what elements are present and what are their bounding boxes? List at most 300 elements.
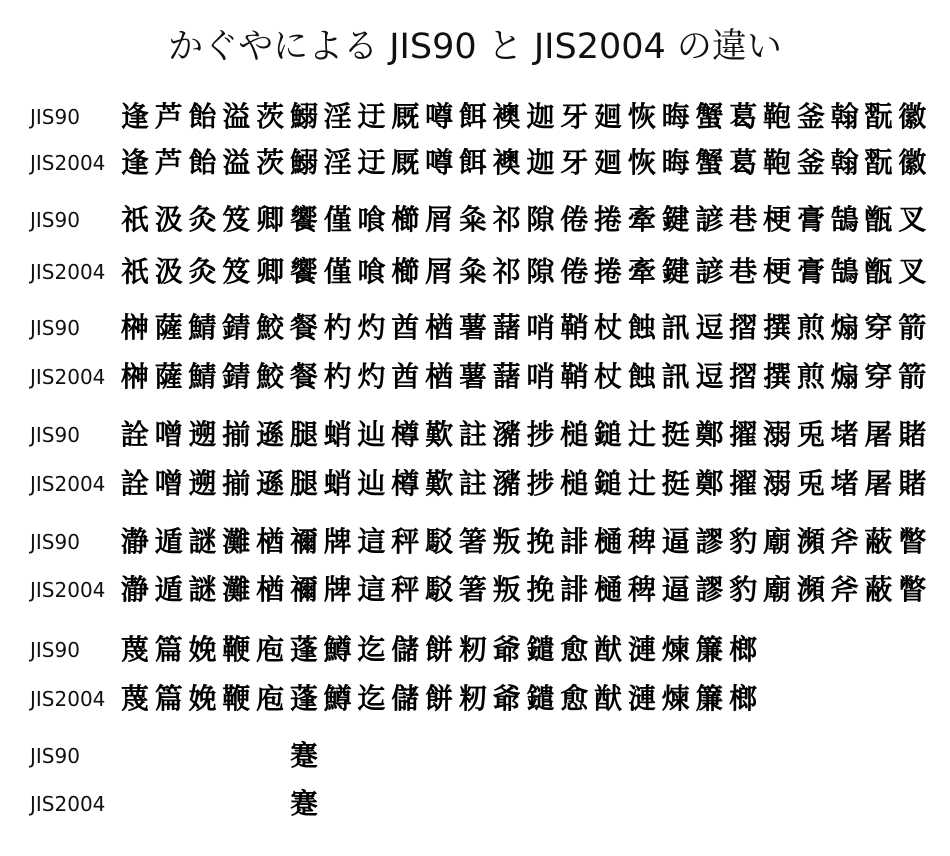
kanji-glyph: 樽 xyxy=(391,418,420,451)
kanji-glyph: 藷 xyxy=(492,360,521,393)
kanji-glyph: 牌 xyxy=(323,573,352,606)
kanji-glyph: 笈 xyxy=(222,203,251,236)
kanji-glyph: 蝕 xyxy=(627,311,656,344)
kanji-glyph: 訊 xyxy=(661,360,690,393)
kanji-glyph: 撰 xyxy=(763,311,792,344)
kanji-glyph: 餌 xyxy=(458,146,487,179)
row-label: JIS90 xyxy=(30,638,80,662)
kanji-glyph: 煽 xyxy=(830,360,859,393)
kanji-glyph: 灸 xyxy=(188,255,217,288)
kanji-glyph: 箭 xyxy=(898,311,927,344)
kanji-glyph: 謬 xyxy=(695,525,724,558)
kanji-glyph: 榊 xyxy=(120,311,149,344)
kanji-glyph: 祁 xyxy=(492,255,521,288)
glyph-list xyxy=(118,679,760,719)
kanji-glyph: 逢 xyxy=(120,100,149,133)
kanji-glyph: 叛 xyxy=(492,525,521,558)
kanji-glyph: 叉 xyxy=(898,255,927,288)
kanji-glyph: 翫 xyxy=(864,100,893,133)
kanji-glyph: 駁 xyxy=(425,525,454,558)
kanji-glyph: 賭 xyxy=(898,418,927,451)
kanji-glyph: 箸 xyxy=(458,525,487,558)
kanji-glyph: 噌 xyxy=(154,467,183,500)
kanji-glyph: 稗 xyxy=(627,525,656,558)
kanji-glyph: 禰 xyxy=(289,525,318,558)
kanji-glyph: 蔽 xyxy=(864,525,893,558)
kanji-glyph: 灼 xyxy=(357,360,386,393)
row-jis2004 xyxy=(0,464,950,504)
kanji-glyph: 叉 xyxy=(898,203,927,236)
kanji-glyph: 迄 xyxy=(357,633,386,666)
kanji-glyph: 餅 xyxy=(425,682,454,715)
kanji-glyph: 榔 xyxy=(729,682,758,715)
kanji-glyph: 鞭 xyxy=(222,633,251,666)
kanji-glyph: 祇 xyxy=(120,203,149,236)
kanji-glyph: 隙 xyxy=(526,255,555,288)
kanji-glyph: 翫 xyxy=(864,146,893,179)
kanji-glyph: 蹇 xyxy=(289,787,318,820)
kanji-glyph: 翰 xyxy=(830,146,859,179)
kanji-glyph: 鯖 xyxy=(188,360,217,393)
kanji-glyph: 儲 xyxy=(391,633,420,666)
kanji-glyph: 煉 xyxy=(661,682,690,715)
kanji-glyph: 錆 xyxy=(222,360,251,393)
kanji-glyph: 釜 xyxy=(796,100,825,133)
kanji-glyph: 鍵 xyxy=(661,203,690,236)
row-label: JIS90 xyxy=(30,105,80,129)
kanji-glyph: 鞘 xyxy=(560,360,589,393)
kanji-glyph: 蓬 xyxy=(289,633,318,666)
kanji-glyph: 廟 xyxy=(763,573,792,606)
kanji-glyph: 灸 xyxy=(188,203,217,236)
kanji-glyph: 豹 xyxy=(729,573,758,606)
kanji-glyph: 杓 xyxy=(323,360,352,393)
kanji-glyph: 鑓 xyxy=(526,633,555,666)
kanji-glyph: 廟 xyxy=(763,525,792,558)
kanji-glyph: 鮫 xyxy=(256,360,285,393)
kanji-glyph: 巷 xyxy=(729,255,758,288)
kanji-glyph: 杓 xyxy=(323,311,352,344)
kanji-glyph: 駁 xyxy=(425,573,454,606)
row-label: JIS2004 xyxy=(30,151,106,175)
kanji-glyph: 鰯 xyxy=(289,146,318,179)
kanji-glyph: 蹇 xyxy=(289,739,318,772)
kanji-glyph: 歎 xyxy=(425,467,454,500)
row-jis2004 xyxy=(0,570,950,610)
kanji-glyph: 卿 xyxy=(256,255,285,288)
kanji-glyph: 挽 xyxy=(526,525,555,558)
kanji-glyph: 辿 xyxy=(357,418,386,451)
kanji-glyph: 漣 xyxy=(627,682,656,715)
kanji-glyph: 厩 xyxy=(391,100,420,133)
kanji-glyph: 斧 xyxy=(830,573,859,606)
kanji-glyph: 恢 xyxy=(627,146,656,179)
kanji-glyph: 遡 xyxy=(188,418,217,451)
kanji-glyph: 屠 xyxy=(864,467,893,500)
kanji-glyph: 捲 xyxy=(594,255,623,288)
row-label: JIS90 xyxy=(30,208,80,232)
kanji-glyph: 鞄 xyxy=(763,146,792,179)
row-jis2004 xyxy=(0,357,950,397)
kanji-glyph: 櫛 xyxy=(391,255,420,288)
kanji-glyph: 僅 xyxy=(323,255,352,288)
row-jis2004 xyxy=(0,252,950,292)
kanji-glyph: 笈 xyxy=(222,255,251,288)
kanji-glyph: 噂 xyxy=(425,100,454,133)
row-jis90 xyxy=(0,630,950,670)
kanji-glyph: 餅 xyxy=(425,633,454,666)
kanji-glyph: 灘 xyxy=(222,573,251,606)
kanji-glyph: 薯 xyxy=(458,360,487,393)
kanji-glyph: 汲 xyxy=(154,255,183,288)
kanji-glyph: 楢 xyxy=(425,311,454,344)
kanji-glyph: 辿 xyxy=(357,467,386,500)
kanji-glyph: 豹 xyxy=(729,525,758,558)
kanji-glyph: 儲 xyxy=(391,682,420,715)
kanji-glyph: 餐 xyxy=(289,360,318,393)
kanji-glyph: 籾 xyxy=(458,682,487,715)
kanji-glyph: 鞘 xyxy=(560,311,589,344)
kanji-glyph: 淫 xyxy=(323,100,352,133)
kanji-glyph: 訊 xyxy=(661,311,690,344)
row-label: JIS2004 xyxy=(30,260,106,284)
row-label: JIS90 xyxy=(30,530,80,554)
kanji-glyph: 兎 xyxy=(796,467,825,500)
kanji-glyph: 娩 xyxy=(188,682,217,715)
glyph-list xyxy=(118,200,929,240)
kanji-glyph: 娩 xyxy=(188,633,217,666)
kanji-glyph: 鵠 xyxy=(830,255,859,288)
kanji-glyph: 鄭 xyxy=(695,418,724,451)
kanji-glyph: 鎚 xyxy=(594,467,623,500)
kanji-glyph: 鍵 xyxy=(661,255,690,288)
row-jis90 xyxy=(0,415,950,455)
kanji-glyph: 簾 xyxy=(695,682,724,715)
kanji-glyph: 撰 xyxy=(763,360,792,393)
kanji-glyph: 膏 xyxy=(796,255,825,288)
kanji-glyph: 賭 xyxy=(898,467,927,500)
kanji-glyph: 蓬 xyxy=(289,682,318,715)
kanji-glyph: 隙 xyxy=(526,203,555,236)
kanji-glyph: 鯖 xyxy=(188,311,217,344)
kanji-glyph: 秤 xyxy=(391,573,420,606)
kanji-glyph: 餌 xyxy=(458,100,487,133)
kanji-glyph: 廻 xyxy=(594,146,623,179)
kanji-glyph: 斧 xyxy=(830,525,859,558)
kanji-glyph: 芦 xyxy=(154,100,183,133)
kanji-glyph: 葛 xyxy=(729,146,758,179)
kanji-glyph: 穿 xyxy=(864,311,893,344)
kanji-glyph: 諺 xyxy=(695,203,724,236)
kanji-glyph: 簾 xyxy=(695,633,724,666)
kanji-glyph: 堵 xyxy=(830,467,859,500)
kanji-glyph: 謎 xyxy=(188,573,217,606)
row-jis2004 xyxy=(0,784,950,824)
kanji-glyph: 逼 xyxy=(661,525,690,558)
kanji-glyph: 逗 xyxy=(695,311,724,344)
kanji-glyph: 瞥 xyxy=(898,573,927,606)
kanji-glyph: 屑 xyxy=(425,203,454,236)
kanji-glyph: 噂 xyxy=(425,146,454,179)
kanji-glyph: 屑 xyxy=(425,255,454,288)
kanji-glyph: 揃 xyxy=(222,418,251,451)
kanji-glyph: 擢 xyxy=(729,418,758,451)
glyph-list xyxy=(118,630,760,670)
kanji-glyph: 稗 xyxy=(627,573,656,606)
kanji-glyph: 灘 xyxy=(222,525,251,558)
kanji-glyph: 煎 xyxy=(796,360,825,393)
kanji-glyph: 瀞 xyxy=(120,525,149,558)
kanji-glyph: 辻 xyxy=(627,467,656,500)
kanji-glyph: 襖 xyxy=(492,100,521,133)
row-jis90 xyxy=(0,200,950,240)
kanji-glyph: 捲 xyxy=(594,203,623,236)
kanji-glyph: 籾 xyxy=(458,633,487,666)
kanji-glyph: 梗 xyxy=(763,203,792,236)
kanji-glyph: 遁 xyxy=(154,525,183,558)
kanji-glyph: 祇 xyxy=(120,255,149,288)
kanji-glyph: 摺 xyxy=(729,311,758,344)
kanji-glyph: 哨 xyxy=(526,311,555,344)
kanji-glyph: 灼 xyxy=(357,311,386,344)
kanji-glyph: 爺 xyxy=(492,633,521,666)
kanji-glyph: 遜 xyxy=(256,467,285,500)
kanji-glyph: 迄 xyxy=(357,682,386,715)
glyph-list xyxy=(118,464,929,504)
kanji-glyph: 挽 xyxy=(526,573,555,606)
kanji-glyph: 捗 xyxy=(526,467,555,500)
kanji-glyph: 翰 xyxy=(830,100,859,133)
kanji-glyph: 愈 xyxy=(560,682,589,715)
glyph-list xyxy=(118,97,929,137)
kanji-glyph: 徽 xyxy=(898,100,927,133)
glyph-list xyxy=(118,570,929,610)
kanji-glyph: 遡 xyxy=(188,467,217,500)
kanji-glyph: 蟹 xyxy=(695,146,724,179)
kanji-glyph: 鑓 xyxy=(526,682,555,715)
kanji-glyph: 喰 xyxy=(357,203,386,236)
kanji-glyph: 蔽 xyxy=(864,573,893,606)
kanji-glyph: 愈 xyxy=(560,633,589,666)
kanji-glyph: 梗 xyxy=(763,255,792,288)
glyph-list xyxy=(287,784,321,824)
kanji-glyph: 粂 xyxy=(458,255,487,288)
kanji-glyph: 粂 xyxy=(458,203,487,236)
kanji-glyph: 哨 xyxy=(526,360,555,393)
row-label: JIS90 xyxy=(30,316,80,340)
kanji-glyph: 餐 xyxy=(289,311,318,344)
kanji-glyph: 蔑 xyxy=(120,633,149,666)
kanji-glyph: 溢 xyxy=(222,100,251,133)
kanji-glyph: 註 xyxy=(458,418,487,451)
kanji-glyph: 晦 xyxy=(661,146,690,179)
kanji-glyph: 楢 xyxy=(256,573,285,606)
kanji-glyph: 樋 xyxy=(594,573,623,606)
kanji-glyph: 腿 xyxy=(289,418,318,451)
kanji-glyph: 甑 xyxy=(864,203,893,236)
kanji-glyph: 巷 xyxy=(729,203,758,236)
kanji-glyph: 葛 xyxy=(729,100,758,133)
glyph-list xyxy=(118,415,929,455)
kanji-glyph: 鱒 xyxy=(323,682,352,715)
glyph-list xyxy=(118,143,929,183)
kanji-glyph: 屠 xyxy=(864,418,893,451)
kanji-glyph: 淫 xyxy=(323,146,352,179)
kanji-glyph: 薩 xyxy=(154,360,183,393)
kanji-glyph: 煎 xyxy=(796,311,825,344)
kanji-glyph: 庖 xyxy=(256,682,285,715)
glyph-list xyxy=(118,357,929,397)
kanji-glyph: 饗 xyxy=(289,255,318,288)
glyph-list xyxy=(118,308,929,348)
row-jis2004 xyxy=(0,679,950,719)
kanji-glyph: 飴 xyxy=(188,146,217,179)
kanji-glyph: 鰯 xyxy=(289,100,318,133)
kanji-glyph: 遜 xyxy=(256,418,285,451)
kanji-glyph: 牙 xyxy=(560,100,589,133)
kanji-glyph: 迂 xyxy=(357,146,386,179)
kanji-glyph: 牽 xyxy=(627,255,656,288)
kanji-glyph: 瀕 xyxy=(796,573,825,606)
kanji-glyph: 槌 xyxy=(560,418,589,451)
row-jis2004 xyxy=(0,143,950,183)
kanji-glyph: 謬 xyxy=(695,573,724,606)
kanji-glyph: 溺 xyxy=(763,418,792,451)
kanji-glyph: 鵠 xyxy=(830,203,859,236)
row-label: JIS2004 xyxy=(30,687,106,711)
row-label: JIS2004 xyxy=(30,472,106,496)
kanji-glyph: 樋 xyxy=(594,525,623,558)
kanji-glyph: 槌 xyxy=(560,467,589,500)
row-label: JIS90 xyxy=(30,744,80,768)
kanji-glyph: 秤 xyxy=(391,525,420,558)
kanji-glyph: 溺 xyxy=(763,467,792,500)
kanji-glyph: 註 xyxy=(458,467,487,500)
kanji-glyph: 恢 xyxy=(627,100,656,133)
kanji-glyph: 僅 xyxy=(323,203,352,236)
kanji-glyph: 櫛 xyxy=(391,203,420,236)
kanji-glyph: 摺 xyxy=(729,360,758,393)
kanji-glyph: 膏 xyxy=(796,203,825,236)
kanji-glyph: 這 xyxy=(357,573,386,606)
kanji-glyph: 叛 xyxy=(492,573,521,606)
kanji-glyph: 捗 xyxy=(526,418,555,451)
kanji-glyph: 倦 xyxy=(560,255,589,288)
kanji-glyph: 逢 xyxy=(120,146,149,179)
kanji-glyph: 詮 xyxy=(120,467,149,500)
kanji-glyph: 誹 xyxy=(560,573,589,606)
kanji-glyph: 蛸 xyxy=(323,418,352,451)
kanji-glyph: 藷 xyxy=(492,311,521,344)
kanji-glyph: 鮫 xyxy=(256,311,285,344)
kanji-glyph: 蝕 xyxy=(627,360,656,393)
kanji-glyph: 諺 xyxy=(695,255,724,288)
kanji-glyph: 茨 xyxy=(256,100,285,133)
kanji-glyph: 晦 xyxy=(661,100,690,133)
row-label: JIS2004 xyxy=(30,792,106,816)
kanji-glyph: 楢 xyxy=(425,360,454,393)
kanji-glyph: 喰 xyxy=(357,255,386,288)
kanji-glyph: 卿 xyxy=(256,203,285,236)
kanji-glyph: 逼 xyxy=(661,573,690,606)
kanji-glyph: 釜 xyxy=(796,146,825,179)
kanji-glyph: 牙 xyxy=(560,146,589,179)
kanji-glyph: 蛸 xyxy=(323,467,352,500)
kanji-glyph: 猷 xyxy=(594,682,623,715)
kanji-glyph: 箭 xyxy=(898,360,927,393)
kanji-glyph: 噌 xyxy=(154,418,183,451)
kanji-glyph: 襖 xyxy=(492,146,521,179)
kanji-glyph: 榊 xyxy=(120,360,149,393)
kanji-glyph: 楢 xyxy=(256,525,285,558)
glyph-list xyxy=(118,252,929,292)
kanji-glyph: 腿 xyxy=(289,467,318,500)
kanji-glyph: 飴 xyxy=(188,100,217,133)
row-jis90 xyxy=(0,522,950,562)
kanji-glyph: 徽 xyxy=(898,146,927,179)
glyph-list xyxy=(287,736,321,776)
kanji-glyph: 穿 xyxy=(864,360,893,393)
kanji-glyph: 篇 xyxy=(154,682,183,715)
kanji-glyph: 猷 xyxy=(594,633,623,666)
kanji-glyph: 迦 xyxy=(526,100,555,133)
row-jis90 xyxy=(0,97,950,137)
kanji-glyph: 樽 xyxy=(391,467,420,500)
kanji-glyph: 杖 xyxy=(594,311,623,344)
row-jis90 xyxy=(0,736,950,776)
kanji-glyph: 薯 xyxy=(458,311,487,344)
kanji-glyph: 鱒 xyxy=(323,633,352,666)
kanji-glyph: 遁 xyxy=(154,573,183,606)
kanji-glyph: 煽 xyxy=(830,311,859,344)
kanji-glyph: 薩 xyxy=(154,311,183,344)
kanji-glyph: 酋 xyxy=(391,311,420,344)
kanji-glyph: 漣 xyxy=(627,633,656,666)
kanji-glyph: 鞭 xyxy=(222,682,251,715)
kanji-glyph: 瞥 xyxy=(898,525,927,558)
kanji-glyph: 牌 xyxy=(323,525,352,558)
kanji-glyph: 酋 xyxy=(391,360,420,393)
kanji-glyph: 溢 xyxy=(222,146,251,179)
kanji-glyph: 鎚 xyxy=(594,418,623,451)
kanji-glyph: 逗 xyxy=(695,360,724,393)
kanji-glyph: 杖 xyxy=(594,360,623,393)
kanji-glyph: 蔑 xyxy=(120,682,149,715)
kanji-glyph: 倦 xyxy=(560,203,589,236)
kanji-glyph: 牽 xyxy=(627,203,656,236)
kanji-glyph: 迦 xyxy=(526,146,555,179)
kanji-glyph: 厩 xyxy=(391,146,420,179)
kanji-glyph: 堵 xyxy=(830,418,859,451)
kanji-glyph: 鞄 xyxy=(763,100,792,133)
kanji-glyph: 迂 xyxy=(357,100,386,133)
kanji-glyph: 禰 xyxy=(289,573,318,606)
kanji-glyph: 瀦 xyxy=(492,467,521,500)
kanji-glyph: 詮 xyxy=(120,418,149,451)
row-label: JIS90 xyxy=(30,423,80,447)
kanji-glyph: 挺 xyxy=(661,418,690,451)
kanji-glyph: 瀦 xyxy=(492,418,521,451)
row-jis90 xyxy=(0,308,950,348)
page-title: かぐやによる JIS90 と JIS2004 の違い xyxy=(168,27,782,67)
kanji-glyph: 芦 xyxy=(154,146,183,179)
kanji-glyph: 爺 xyxy=(492,682,521,715)
kanji-glyph: 揃 xyxy=(222,467,251,500)
kanji-glyph: 廻 xyxy=(594,100,623,133)
kanji-glyph: 挺 xyxy=(661,467,690,500)
kanji-glyph: 辻 xyxy=(627,418,656,451)
glyph-list xyxy=(118,522,929,562)
